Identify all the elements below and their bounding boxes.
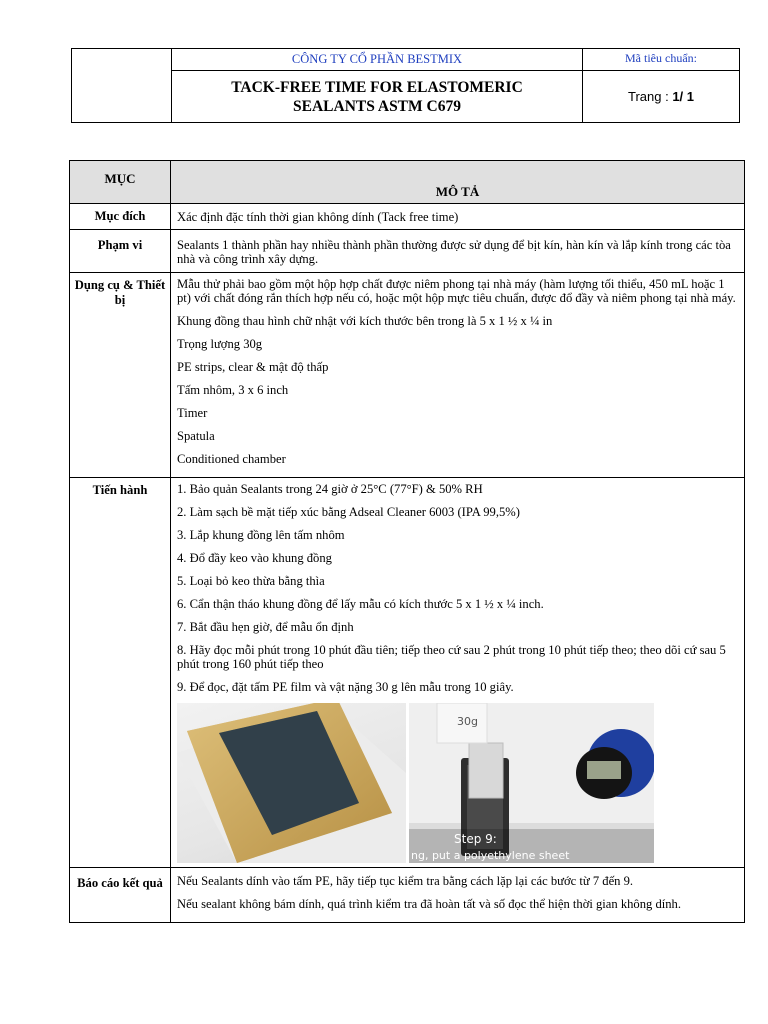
procedure-photos: [177, 703, 738, 865]
step-item: 4. Đổ đầy keo vào khung đồng: [177, 551, 332, 565]
procedure-table: [69, 160, 745, 923]
row-label-procedure: Tiến hành: [70, 478, 171, 868]
procedure-steps: [171, 478, 745, 868]
step-item: 7. Bắt đầu hẹn giờ, để mẫu ổn định: [177, 620, 354, 634]
page-number: 1/ 1: [672, 89, 694, 104]
title-line-1: TACK-FREE TIME FOR ELASTOMERIC: [231, 78, 523, 96]
step-item: 1. Bảo quản Sealants trong 24 giờ ở 25°C (77°F) & 50% RH: [177, 482, 483, 496]
step-item: 9. Để đọc, đặt tấm PE film và vật nặng 30 g lên mẫu trong 10 giây.: [177, 680, 514, 694]
step-item: 2. Làm sạch bề mặt tiếp xúc bằng Adseal Cleaner 6003 (IPA 99,5%): [177, 505, 520, 519]
step-item: 8. Hãy đọc mỗi phút trong 10 phút đầu tiên; tiếp theo cứ sau 2 phút trong 10 phút tiếp theo; theo dõi cứ sau 5 phút trong 160 phút tiếp theo: [177, 643, 726, 671]
list-item: Tấm nhôm, 3 x 6 inch: [177, 383, 289, 397]
photo-caption-sub: ng, put a polyethylene sheet: [411, 849, 570, 862]
list-item: Khung đồng thau hình chữ nhật với kích thước bên trong là 5 x 1 ½ x ¼ in: [177, 314, 553, 328]
weight-and-timer-illustration: [409, 703, 654, 863]
brass-frame-illustration: [177, 703, 406, 863]
step-item: 3. Lắp khung đồng lên tấm nhôm: [177, 528, 345, 542]
table-header-row: [70, 161, 745, 204]
logo-cell: [72, 49, 172, 123]
column-header-item: MỤC: [70, 161, 171, 204]
standard-code-label: Mã tiêu chuẩn:: [583, 49, 740, 71]
report-text: [171, 868, 745, 923]
row-label-report: Báo cáo kết quả: [70, 868, 171, 923]
page-label: Trang :: [627, 89, 673, 104]
row-procedure: [70, 478, 745, 868]
list-item: Nếu Sealants dính vào tấm PE, hãy tiếp tục kiểm tra bằng cách lặp lại các bước từ 7 đến 9.: [177, 874, 634, 888]
row-scope: [70, 230, 745, 273]
list-item: Trọng lượng 30g: [177, 337, 263, 351]
row-label-equipment: Dụng cụ & Thiết bị: [70, 273, 171, 478]
photo-caption-step: Step 9:: [454, 832, 497, 846]
company-name: CÔNG TY CỔ PHẦN BESTMIX: [172, 49, 583, 71]
column-header-description: MÔ TẢ: [171, 161, 745, 204]
row-equipment: [70, 273, 745, 478]
list-item: Nếu sealant không bám dính, quá trình kiểm tra đã hoàn tất và số đọc thể hiện thời gian không dính.: [177, 897, 682, 911]
weight-label: 30g: [457, 715, 478, 728]
row-report: [70, 868, 745, 923]
step-item: 6. Cẩn thận tháo khung đồng để lấy mẫu có kích thước 5 x 1 ½ x ¼ inch.: [177, 597, 544, 611]
weight-test-photo: [409, 703, 654, 863]
list-item: Conditioned chamber: [177, 452, 286, 466]
list-item: Spatula: [177, 429, 215, 443]
list-item: Timer: [177, 406, 208, 420]
list-item: Mẫu thử phải bao gồm một hộp hợp chất được niêm phong tại nhà máy (hàm lượng tối thiểu, 450 mL hoặc 1 pt) với chất đóng rắn thích hợp nếu có, hoặc một hộp mực tiêu chuẩn, được đổ đầy và niêm phong tại nhà máy.: [177, 277, 736, 305]
title-line-2: SEALANTS ASTM C679: [293, 97, 461, 115]
equipment-list: [171, 273, 745, 478]
sealant-sample-photo: [177, 703, 406, 863]
document-header: [71, 48, 740, 123]
row-purpose: [70, 204, 745, 230]
row-label-purpose: Mục đích: [70, 204, 171, 230]
page-indicator: [583, 71, 740, 123]
row-label-scope: Phạm vi: [70, 230, 171, 273]
step-item: 5. Loại bỏ keo thừa bằng thìa: [177, 574, 325, 588]
document-title: [172, 71, 583, 123]
list-item: PE strips, clear & mật độ thấp: [177, 360, 329, 374]
scope-text: Sealants 1 thành phần hay nhiều thành phần thường được sử dụng để bịt kín, hàn kín và lắp kính trong các tòa nhà và công trình xây dựng.: [171, 230, 745, 273]
purpose-text: Xác định đặc tính thời gian không dính (Tack free time): [171, 204, 745, 230]
